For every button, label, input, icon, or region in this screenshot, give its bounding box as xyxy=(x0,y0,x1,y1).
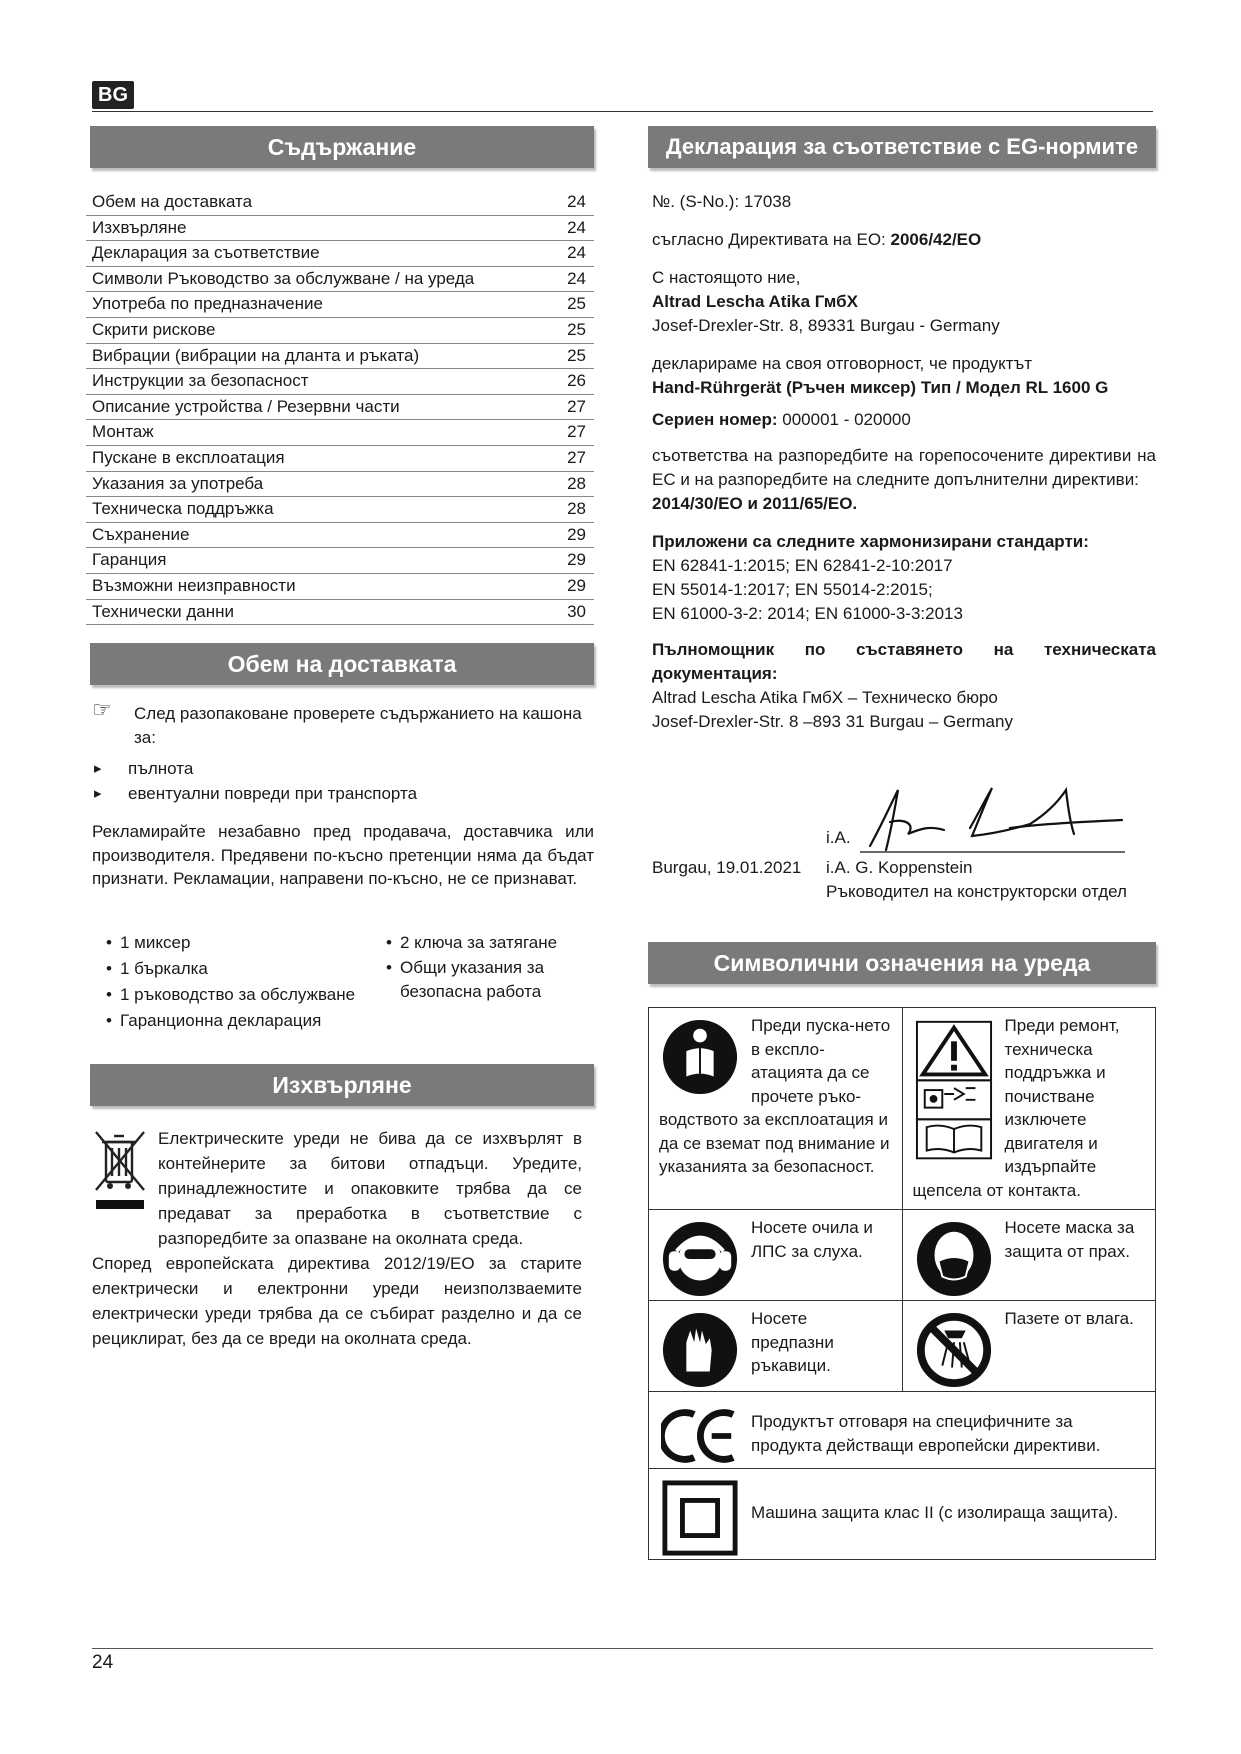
toc-page: 26 xyxy=(567,371,586,391)
standards-title: Приложени са следните хармонизирани стандарти: xyxy=(652,532,1089,551)
toc-label: Обем на доставката xyxy=(92,192,253,211)
toc-row xyxy=(86,523,594,549)
toc-row xyxy=(86,600,594,626)
toc-row xyxy=(86,241,594,267)
symbol-cell-moisture xyxy=(902,1301,1156,1392)
directive-line xyxy=(652,228,1156,252)
directive-label: съгласно Директивата на ЕО: xyxy=(652,230,891,249)
gloves-icon xyxy=(661,1311,739,1389)
toc-page: 27 xyxy=(567,447,586,467)
signer-name: i.A. G. Koppenstein xyxy=(826,858,973,877)
declaration-we: С настоящото ние, xyxy=(652,268,801,287)
toc-page: 29 xyxy=(567,550,586,570)
toc-label: Скрити рискове xyxy=(92,319,216,339)
list-item: • 2 ключа за затягане xyxy=(386,930,594,956)
page-number: 24 xyxy=(92,1652,114,1673)
declaration-body xyxy=(652,190,1156,734)
list-item: • Общи указания за безопасна работа xyxy=(386,956,594,1004)
symbol-cell-gloves xyxy=(649,1301,903,1392)
serial-label: Сериен номер: xyxy=(652,410,783,429)
dust-mask-icon xyxy=(915,1220,993,1298)
extra-directives: 2014/30/EO и 2011/65/EO. xyxy=(652,494,858,513)
toc-page: 28 xyxy=(567,499,586,519)
delivery-items-left xyxy=(106,930,376,1034)
disposal-text-2: Според европейската директива 2012/19/ЕО за старите електрически и електронни уреди неизползваемите електрически уреди трябва да се събират разделно и да се рециклират, без да се вреди на околната среда. xyxy=(92,1254,582,1348)
disposal-text-1: Електрическите уреди не бива да се изхвърлят в контейнерите за битови отпадъци. Уредите, принадлежностите и опаковките трябва да се предават за преработка в съответствие с разпоредбите за опазване на околната среда. xyxy=(158,1129,582,1248)
crossed-bin-icon xyxy=(92,1128,148,1212)
toc-row xyxy=(86,472,594,498)
toc-page: 24 xyxy=(567,217,586,237)
symbol-cell-ce xyxy=(649,1392,1156,1469)
delivery-note xyxy=(92,697,594,749)
list-item: • 1 миксер xyxy=(106,930,376,956)
toc-page: 29 xyxy=(567,524,586,544)
toc-row xyxy=(86,395,594,421)
warning-unplug-icons xyxy=(915,1018,993,1168)
delivery-items-right xyxy=(386,930,594,1004)
toc-label: Описание устройства / Резервни части xyxy=(92,396,400,416)
symbols-title: Символични означения на уреда xyxy=(648,942,1156,984)
serial-range xyxy=(652,408,1156,432)
class-ii-insulation-icon xyxy=(661,1479,739,1557)
toc-row xyxy=(86,420,594,446)
toc-page: 25 xyxy=(567,345,586,365)
toc-row xyxy=(86,216,594,242)
toc-page: 24 xyxy=(567,243,586,263)
symbol-text-class2: Машина защита клас II (с изолираща защита). xyxy=(751,1503,1119,1522)
toc-label: Съхранение xyxy=(92,524,190,544)
standard-line: EN 61000-3-2: 2014; EN 61000-3-3:2013 xyxy=(652,604,963,623)
table-of-contents xyxy=(86,190,594,625)
symbol-cell-class2 xyxy=(649,1469,1156,1560)
toc-page: 29 xyxy=(567,575,586,595)
symbol-text-unplug: Преди ремонт, техническа поддръжка и почистване изключете двигателя и издърпайте щепсела от контакта. xyxy=(912,1016,1120,1200)
ce-mark-icon xyxy=(661,1406,739,1466)
toc-page: 27 xyxy=(567,422,586,442)
disposal-title: Изхвърляне xyxy=(90,1064,594,1106)
toc-row xyxy=(86,574,594,600)
language-badge: BG xyxy=(92,81,134,109)
rep-name: Altrad Lescha Atika ГмбХ – Техническо бюро xyxy=(652,688,998,707)
symbol-cell-manual xyxy=(649,1008,903,1210)
complies-text: съответства на разпоредбите на горепосочените директиви на ЕС и на разпоредбите на следните допълнителни директиви: xyxy=(652,446,1156,489)
toc-label: Вибрации (вибрации на дланта и ръката) xyxy=(92,345,420,365)
toc-page: 25 xyxy=(567,319,586,339)
footer-rule xyxy=(92,1648,1153,1649)
toc-page: 27 xyxy=(567,396,586,416)
list-item: • 1 ръководство за обслужване xyxy=(106,982,376,1008)
goggles-ear-protection-icon xyxy=(661,1220,739,1298)
standard-line: EN 55014-1:2017; EN 55014-2:2015; xyxy=(652,580,933,599)
symbol-cell-unplug xyxy=(902,1008,1156,1210)
toc-page: 28 xyxy=(567,473,586,493)
symbol-text-gloves: Носете предпазни ръкавици. xyxy=(751,1309,834,1375)
symbol-text-goggles: Носете очила и ЛПС за слуха. xyxy=(751,1218,873,1261)
symbol-cell-goggles xyxy=(649,1210,903,1301)
toc-row xyxy=(86,190,594,216)
symbol-text-mask: Носете маска за защита от прах. xyxy=(1004,1218,1135,1261)
toc-row xyxy=(86,344,594,370)
toc-page: 24 xyxy=(567,192,586,211)
symbol-text-moisture: Пазете от влага. xyxy=(1004,1309,1134,1328)
toc-label: Монтаж xyxy=(92,422,154,442)
toc-label: Технически данни xyxy=(92,601,235,621)
toc-row xyxy=(86,369,594,395)
symbols-table xyxy=(648,1007,1156,1560)
ia-label: i.A. xyxy=(826,828,851,847)
toc-label: Декларация за съответствие xyxy=(92,243,320,263)
declaration-title: Декларация за съответствие с EG-нормите xyxy=(648,126,1156,168)
toc-page: 30 xyxy=(567,601,586,621)
standard-line: EN 62841-1:2015; EN 62841-2-10:2017 xyxy=(652,556,953,575)
signature-image xyxy=(860,784,1130,854)
symbol-cell-mask xyxy=(902,1210,1156,1301)
product-name: Hand-Rührgerät (Ръчен миксер) Тип / Модел RL 1600 G xyxy=(652,378,1109,397)
rep-address: Josef-Drexler-Str. 8 –893 31 Burgau – Germany xyxy=(652,712,1013,731)
header-rule xyxy=(92,111,1153,112)
toc-label: Изхвърляне xyxy=(92,217,187,237)
place-date: Burgau, 19.01.2021 xyxy=(652,858,802,877)
delivery-title: Обем на доставката xyxy=(90,643,594,685)
toc-label: Указания за употреба xyxy=(92,473,264,493)
toc-row xyxy=(86,497,594,523)
rep-title: Пълномощник по съставянето на техническата документация: xyxy=(652,640,1156,683)
delivery-note-text: След разопаковане проверете съдържанието на кашона за: xyxy=(134,704,582,747)
toc-title: Съдържание xyxy=(90,126,594,168)
company-name: Altrad Lescha Atika ГмбХ xyxy=(652,292,858,311)
list-item: ▸ евентуални повреди при транспорта xyxy=(92,781,594,806)
list-item: ▸ пълнота xyxy=(92,756,594,781)
toc-label: Пускане в експлоатация xyxy=(92,447,285,467)
toc-row xyxy=(86,292,594,318)
symbol-text-ce: Продуктът отговаря на специфичните за продукта действащи европейски директиви. xyxy=(751,1412,1101,1455)
toc-label: Употреба по предназначение xyxy=(92,294,323,314)
serial-value: 000001 - 020000 xyxy=(782,410,911,429)
delivery-checks xyxy=(92,756,594,806)
toc-label: Техническа поддръжка xyxy=(92,499,274,519)
toc-label: Символи Ръководство за обслужване / на уреда xyxy=(92,268,475,288)
read-manual-icon xyxy=(661,1018,739,1096)
serial-no: №. (S-No.): 17038 xyxy=(652,192,792,211)
symbol-text-manual: Преди пуска-нето в експло-атацията да се прочете ръко-водството за експлоатация и да се вземат под внимание и указанията за безопасност. xyxy=(659,1016,891,1176)
list-item: • 1 бъркалка xyxy=(106,956,376,982)
toc-row xyxy=(86,267,594,293)
toc-label: Гаранция xyxy=(92,550,167,570)
no-water-icon xyxy=(915,1311,993,1389)
toc-row xyxy=(86,446,594,472)
delivery-complaint: Рекламирайте незабавно пред продавача, доставчика или производителя. Предявени по-късно претенции няма да бъдат признати. Рекламации, направени по-късно, не се признават. xyxy=(92,822,594,888)
toc-row xyxy=(86,318,594,344)
toc-row xyxy=(86,548,594,574)
toc-label: Инструкции за безопасност xyxy=(92,371,309,391)
toc-page: 25 xyxy=(567,294,586,314)
declare-text: декларираме на своя отговорност, че продуктът xyxy=(652,354,1033,373)
list-item: • Гаранционна декларация xyxy=(106,1008,376,1034)
toc-label: Възможни неизправности xyxy=(92,575,296,595)
hand-pointer-icon: ☞ xyxy=(92,697,112,722)
signer-role: Ръководител на конструкторски отдел xyxy=(826,882,1127,901)
company-address: Josef-Drexler-Str. 8, 89331 Burgau - Germany xyxy=(652,316,1000,335)
directive-value: 2006/42/EO xyxy=(890,230,982,249)
toc-page: 24 xyxy=(567,268,586,288)
